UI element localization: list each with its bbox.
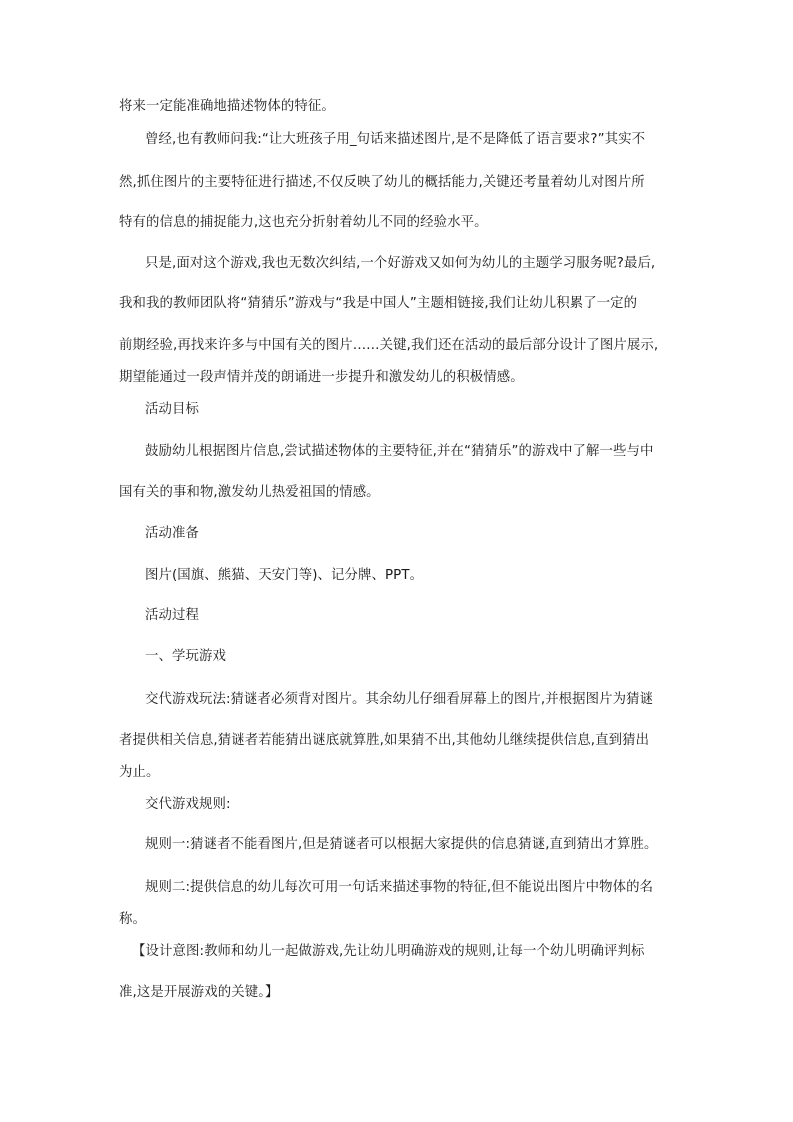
paragraph-line: 称。: [119, 912, 146, 927]
section-heading: 活动过程: [145, 608, 199, 623]
section-heading: 活动目标: [145, 402, 199, 417]
paragraph-line: 为止。: [119, 765, 160, 780]
paragraph-line: 规则二:提供信息的幼儿每次可用一句话来描述事物的特征,但不能说出图片中物体的名: [145, 880, 654, 895]
design-intent-note: 准,这是开展游戏的关键。】: [119, 985, 279, 1000]
paragraph-line: 期望能通过一段声情并茂的朗诵进一步提升和激发幼儿的积极情感。: [119, 370, 524, 385]
paragraph-line: 规则一:猜谜者不能看图片,但是猜谜者可以根据大家提供的信息猜谜,直到猜出才算胜。: [145, 837, 658, 852]
paragraph-line: 前期经验,再找来许多与中国有关的图片……关键,我们还在活动的最后部分设计了图片展示,: [119, 338, 659, 353]
section-heading: 活动准备: [145, 526, 199, 541]
paragraph-line: 然,抓住图片的主要特征进行描述,不仅反映了幼儿的概括能力,关键还考量着幼儿对图片所: [119, 175, 645, 190]
paragraph-line: 将来一定能准确地描述物体的特征。: [119, 99, 335, 114]
paragraph-line: 曾经,也有教师问我:“让大班孩子用_句话来描述图片,是不是降低了语言要求?”其实不: [145, 132, 646, 147]
subsection-heading: 一、学玩游戏: [145, 649, 226, 664]
paragraph-line: 图片(国旗、熊猫、天安门等)、记分牌、PPT。: [145, 568, 424, 583]
paragraph-line: 特有的信息的捕捉能力,这也充分折射着幼儿不同的经验水平。: [119, 215, 488, 230]
paragraph-line: 我和我的教师团队将“猜猜乐”游戏与“我是中国人”主题相链接,我们让幼儿积累了一定的: [119, 296, 638, 311]
paragraph-line: 鼓励幼儿根据图片信息,尝试描述物体的主要特征,并在“猜猜乐”的游戏中了解一些与中: [145, 444, 654, 459]
paragraph-line: 者提供相关信息,猜谜者若能猜出谜底就算胜,如果猜不出,其他幼儿继续提供信息,直到猜出: [119, 733, 650, 748]
paragraph-line: 交代游戏玩法:猜谜者必须背对图片。其余幼儿仔细看屏幕上的图片,并根据图片为猜谜: [145, 692, 654, 707]
paragraph-line: 只是,面对这个游戏,我也无数次纠结,一个好游戏又如何为幼儿的主题学习服务呢?最后,: [145, 256, 656, 271]
paragraph-line: 交代游戏规则:: [145, 797, 231, 812]
design-intent-note: 【设计意图:教师和幼儿一起做游戏,先让幼儿明确游戏的规则,让每一个幼儿明确评判标: [132, 944, 645, 959]
paragraph-line: 国有关的事和物,激发幼儿热爱祖国的情感。: [119, 485, 380, 500]
